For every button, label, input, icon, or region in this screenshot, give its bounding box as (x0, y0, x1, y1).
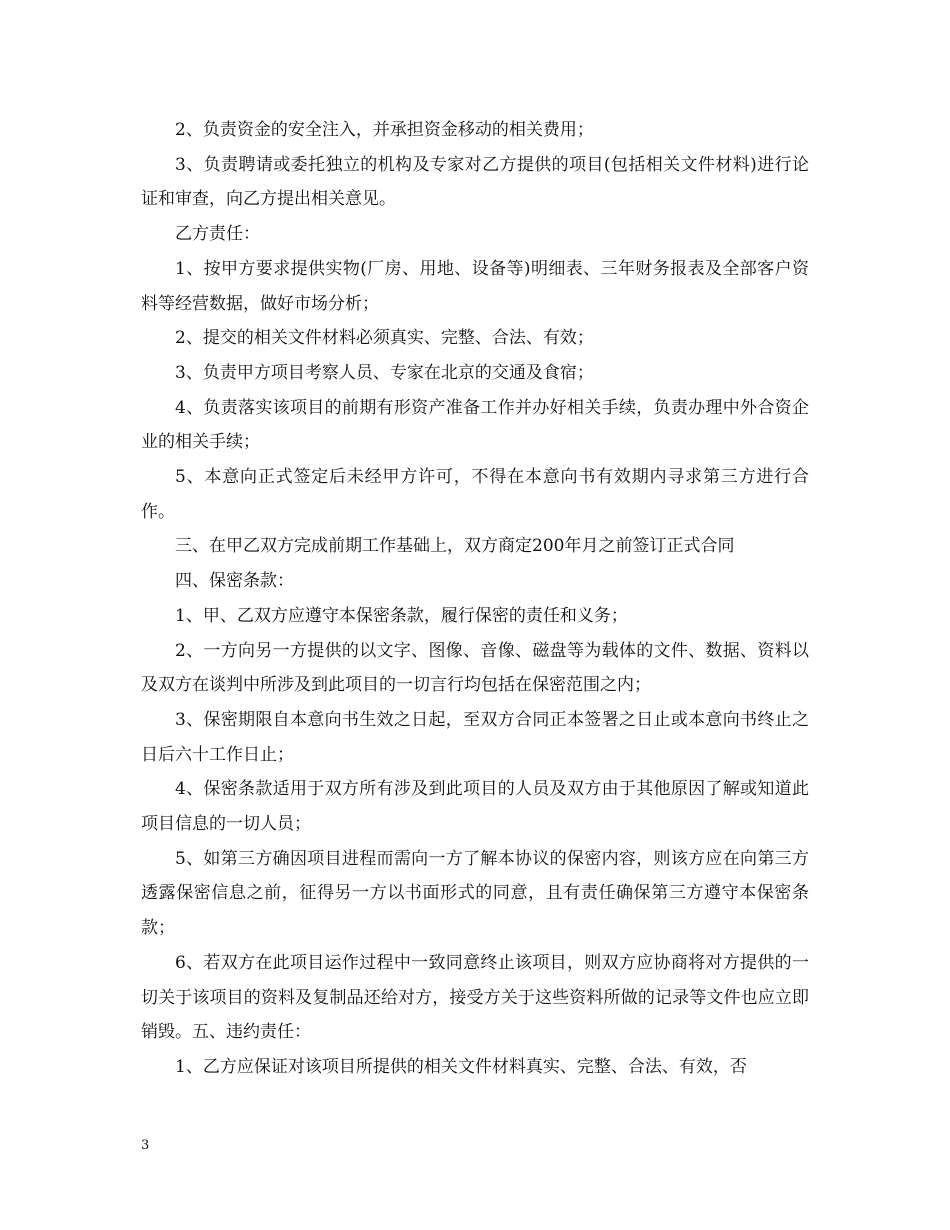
paragraph: 3、负责甲方项目考察人员、专家在北京的交通及食宿； (175, 362, 594, 383)
paragraph: 三、在甲乙双方完成前期工作基础上，双方商定200年月之前签订正式合同 (175, 536, 735, 557)
section-heading: 乙方责任： (175, 224, 260, 245)
paragraph: 4、保密条款适用于双方所有涉及到此项目的人员及双方由于其他原因了解或知道此项目信息的一切人员； (141, 779, 809, 835)
document-body (141, 113, 809, 1085)
paragraph: 3、负责聘请或委托独立的机构及专家对乙方提供的项目(包括相关文件材料)进行论证和审查，向乙方提出相关意见。 (141, 154, 809, 210)
paragraph: 5、本意向正式签定后未经甲方许可，不得在本意向书有效期内寻求第三方进行合作。 (141, 467, 809, 522)
paragraph: 1、按甲方要求提供实物(厂房、用地、设备等)明细表、三年财务报表及全部客户资料等经营数据，做好市场分析； (141, 258, 809, 314)
paragraph: 4、负责落实该项目的前期有形资产准备工作并办好相关手续，负责办理中外合资企业的相关手续； (141, 397, 809, 453)
paragraph: 2、提交的相关文件材料必须真实、完整、合法、有效； (175, 328, 594, 349)
paragraph: 2、一方向另一方提供的以文字、图像、音像、磁盘等为载体的文件、数据、资料以及双方在谈判中所涉及到此项目的一切言行均包括在保密范围之内； (141, 640, 809, 696)
paragraph: 5、如第三方确因项目进程而需向一方了解本协议的保密内容，则该方应在向第三方透露保密信息之前，征得另一方以书面形式的同意，且有责任确保第三方遵守本保密条款； (141, 848, 809, 939)
paragraph: 3、保密期限自本意向书生效之日起，至双方合同正本签署之日止或本意向书终止之日后六十工作日止； (141, 709, 809, 765)
paragraph: 6、若双方在此项目运作过程中一致同意终止该项目，则双方应协商将对方提供的一切关于该项目的资料及复制品还给对方，接受方关于这些资料所做的记录等文件也应立即销毁。五、违约责任： (141, 952, 809, 1043)
section-heading: 四、保密条款： (175, 571, 294, 592)
paragraph: 1、乙方应保证对该项目所提供的相关文件材料真实、完整、合法、有效，否 (175, 1056, 747, 1077)
page-number: 3 (141, 1138, 150, 1153)
paragraph: 1、甲、乙双方应遵守本保密条款，履行保密的责任和义务； (175, 605, 628, 626)
paragraph: 2、负责资金的安全注入，并承担资金移动的相关费用； (175, 120, 594, 140)
